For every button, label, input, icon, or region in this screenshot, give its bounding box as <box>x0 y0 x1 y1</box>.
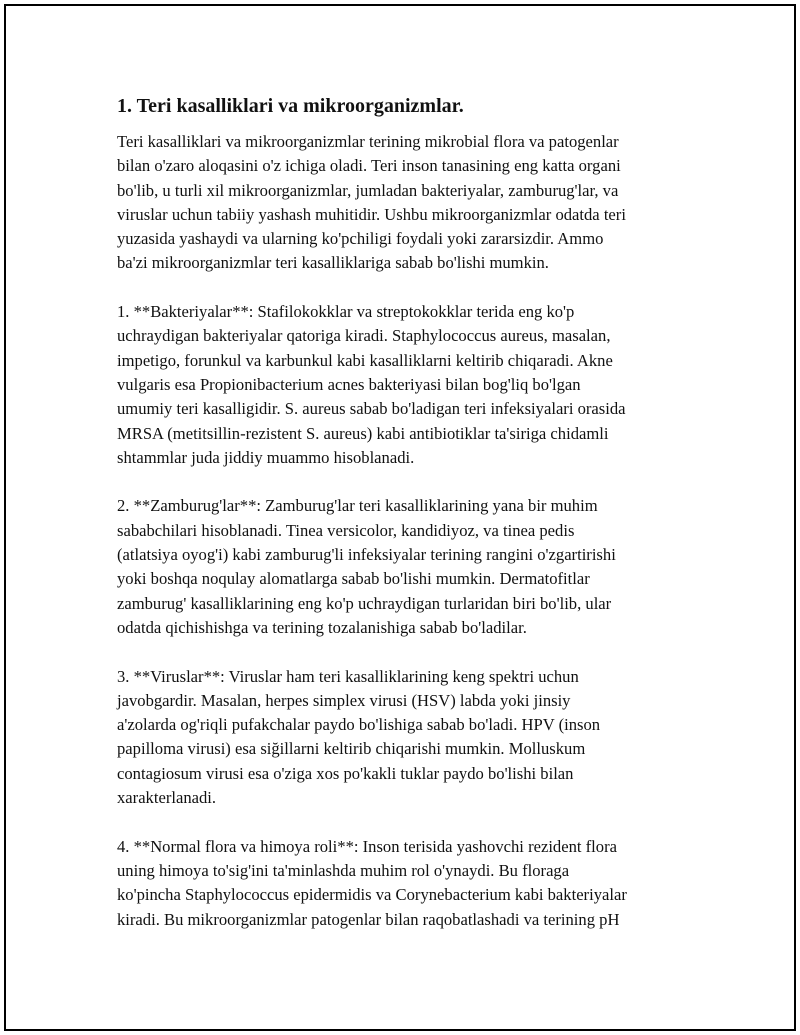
paragraph-line: odatda qichishishga va terining tozalanishiga sabab bo'ladilar. <box>117 617 527 637</box>
paragraph-line: yoki boshqa noqulay alomatlarga sabab bo'lishi mumkin. Dermatofitlar <box>117 569 590 589</box>
paragraph-line: a'zolarda og'riqli pufakchalar paydo bo'lishiga sabab bo'ladi. HPV (inson <box>117 715 601 735</box>
document-body <box>117 92 697 956</box>
paragraph-line: MRSA (metitsillin-rezistent S. aureus) kabi antibiotiklar ta'siriga chidamli <box>117 423 609 443</box>
bacteria-paragraph <box>117 300 697 470</box>
paragraph-line: bilan o'zaro aloqasini o'z ichiga oladi. Teri inson tanasining eng katta organi <box>117 156 621 176</box>
paragraph-line: viruslar uchun tabiiy yashash muhitidir. Ushbu mikroorganizmlar odatda teri <box>117 204 626 224</box>
paragraph-line: ba'zi mikroorganizmlar teri kasalliklariga sabab bo'lishi mumkin. <box>117 253 549 273</box>
paragraph-line: 3. **Viruslar**: Viruslar ham teri kasalliklarining keng spektri uchun <box>117 666 579 686</box>
paragraph-line: impetigo, forunkul va karbunkul kabi kasalliklarni keltirib chiqaradi. Akne <box>117 350 613 370</box>
section-heading: 1. Teri kasalliklari va mikroorganizmlar. <box>117 95 464 117</box>
paragraph-line: 4. **Normal flora va himoya roli**: Inson terisida yashovchi rezident flora <box>117 836 617 856</box>
paragraph-line: vulgaris esa Propionibacterium acnes bakteriyasi bilan bog'liq bo'lgan <box>117 374 581 394</box>
paragraph-line: contagiosum virusi esa o'ziga xos po'kakli tuklar paydo bo'lishi bilan <box>117 763 574 783</box>
paragraph-line: uning himoya to'sig'ini ta'minlashda muhim rol o'ynaydi. Bu floraga <box>117 860 570 880</box>
intro-paragraph <box>117 130 697 276</box>
paragraph-line: kiradi. Bu mikroorganizmlar patogenlar bilan raqobatlashadi va terining pH <box>117 909 620 929</box>
paragraph-line: bo'lib, u turli xil mikroorganizmlar, jumladan bakteriyalar, zamburug'lar, va <box>117 180 619 200</box>
paragraph-line: ko'pincha Staphylococcus epidermidis va Corynebacterium kabi bakteriyalar <box>117 885 627 905</box>
normal-flora-paragraph <box>117 835 697 932</box>
paragraph-line: xarakterlanadi. <box>117 788 217 808</box>
paragraph-line: (atlatsiya oyog'i) kabi zamburug'li infeksiyalar terining rangini o'zgartirishi <box>117 545 616 565</box>
paragraph-line: umumiy teri kasalligidir. S. aureus sabab bo'ladigan teri infeksiyalari orasida <box>117 399 626 419</box>
paragraph-line: shtammlar juda jiddiy muammo hisoblanadi. <box>117 447 415 467</box>
paragraph-line: 2. **Zamburug'lar**: Zamburug'lar teri kasalliklarining yana bir muhim <box>117 496 598 516</box>
paragraph-line: 1. **Bakteriyalar**: Stafilokokklar va streptokokklar terida eng ko'p <box>117 302 575 322</box>
viruses-paragraph <box>117 665 697 811</box>
paragraph-line: papilloma virusi) esa siğillarni keltirib chiqarishi mumkin. Molluskum <box>117 739 586 759</box>
paragraph-line: zamburug' kasalliklarining eng ko'p uchraydigan turlaridan biri bo'lib, ular <box>117 593 612 613</box>
paragraph-line: Teri kasalliklari va mikroorganizmlar terining mikrobial flora va patogenlar <box>117 132 619 151</box>
paragraph-line: yuzasida yashaydi va ularning ko'pchiligi foydali yoki zararsizdir. Ammo <box>117 229 604 249</box>
paragraph-line: uchraydigan bakteriyalar qatoriga kiradi. Staphylococcus aureus, masalan, <box>117 326 611 346</box>
fungi-paragraph <box>117 494 697 640</box>
paragraph-line: javobgardir. Masalan, herpes simplex virusi (HSV) labda yoki jinsiy <box>117 690 571 710</box>
paragraph-line: sababchilari hisoblanadi. Tinea versicolor, kandidiyoz, va tinea pedis <box>117 520 575 540</box>
